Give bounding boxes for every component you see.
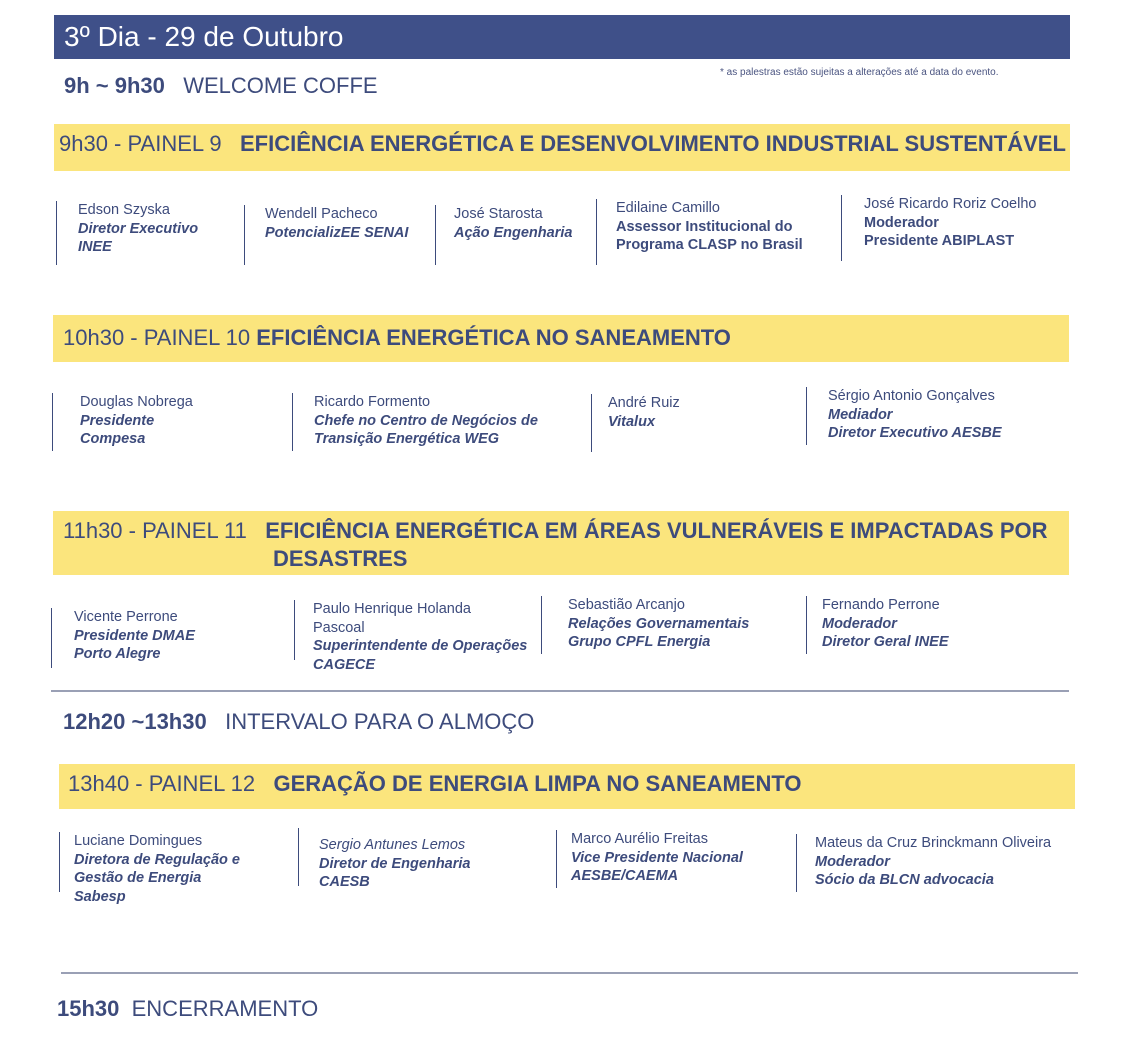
speaker-role: Moderador	[864, 214, 939, 231]
speaker-org: Presidente ABIPLAST	[864, 233, 1015, 249]
speaker-name: Sebastião Arcanjo	[568, 597, 685, 613]
speaker-name: Mateus da Cruz Brinckmann Oliveira	[815, 835, 1052, 851]
speaker-name: José Starosta	[454, 206, 543, 222]
panel-11-title-line1: EFICIÊNCIA ENERGÉTICA EM ÁREAS VULNERÁVEIS E IMPACTADAS POR	[265, 518, 1048, 543]
speaker-role: Presidente DMAE	[74, 627, 195, 644]
panel-9-title: EFICIÊNCIA ENERGÉTICA E DESENVOLVIMENTO INDUSTRIAL SUSTENTÁVEL	[240, 131, 1066, 156]
speaker-card	[52, 393, 252, 451]
panel-12-heading	[68, 771, 802, 797]
divider	[51, 690, 1069, 692]
speaker-role: Diretor de Engenharia	[319, 855, 471, 872]
speaker-card	[806, 387, 1056, 445]
panel-10-title: EFICIÊNCIA ENERGÉTICA NO SANEAMENTO	[256, 325, 731, 350]
speaker-card	[292, 393, 552, 451]
speaker-card	[796, 834, 1096, 892]
speaker-org: Sócio da BLCN advocacia	[815, 872, 994, 888]
speaker-name: Sergio Antunes Lemos	[319, 837, 466, 853]
speaker-role: Programa CLASP no Brasil	[616, 237, 803, 253]
speaker-org: PotencializEE SENAI	[265, 224, 409, 241]
welcome-time: 9h ~ 9h30	[64, 73, 165, 98]
speaker-role: Gestão de Energia	[74, 870, 202, 886]
speaker-role: Vice Presidente Nacional	[571, 849, 743, 866]
speaker-org: INEE	[78, 239, 112, 255]
speaker-role: Diretor Executivo	[78, 220, 199, 237]
speaker-org: Vitalux	[608, 413, 656, 430]
panel-11-title-line2: DESASTRES	[273, 546, 408, 571]
closing-time: 15h30	[57, 996, 120, 1021]
speaker-name: Fernando Perrone	[822, 597, 940, 613]
speaker-role: Diretor Geral INEE	[822, 634, 949, 650]
speaker-name: Edilaine Camillo	[616, 200, 720, 216]
speaker-name: Vicente Perrone	[74, 609, 178, 625]
speaker-card	[244, 205, 424, 265]
speaker-role: Transição Energética WEG	[314, 431, 500, 447]
speaker-name: Douglas Nobrega	[80, 394, 193, 410]
speaker-name: Paulo Henrique Holanda	[313, 601, 471, 617]
speaker-role: Chefe no Centro de Negócios de	[314, 412, 538, 429]
speaker-name: José Ricardo Roriz Coelho	[864, 196, 1037, 212]
speaker-card	[841, 195, 1071, 261]
panel-10-heading	[63, 325, 731, 351]
speaker-name: Ricardo Formento	[314, 394, 431, 410]
lunch-label: INTERVALO PARA O ALMOÇO	[225, 709, 535, 734]
speaker-role: Diretora de Regulação e	[74, 851, 240, 868]
speaker-org: Sabesp	[74, 888, 126, 905]
speaker-card	[556, 830, 776, 888]
panel-11-time: 11h30 - PAINEL 11	[63, 518, 247, 543]
speaker-org: Compesa	[80, 431, 146, 447]
speaker-card	[294, 600, 534, 673]
speaker-name: Marco Aurélio Freitas	[571, 831, 708, 847]
closing-row	[57, 996, 318, 1022]
speaker-org: Ação Engenharia	[454, 224, 573, 241]
welcome-row	[64, 73, 378, 99]
divider	[61, 972, 1078, 974]
lunch-time: 12h20 ~13h30	[63, 709, 207, 734]
panel-10-time: 10h30 - PAINEL 10	[63, 325, 251, 350]
welcome-label: WELCOME COFFE	[183, 73, 378, 98]
speaker-card	[56, 201, 236, 265]
speaker-card	[541, 596, 781, 654]
speaker-card	[59, 832, 279, 905]
closing-label: ENCERRAMENTO	[131, 996, 319, 1021]
speaker-role: Assessor Institucional do	[616, 218, 793, 235]
lunch-row	[63, 709, 534, 735]
speaker-name: Edson Szyska	[78, 202, 170, 218]
panel-11-heading	[63, 518, 1048, 544]
speaker-card	[806, 596, 1006, 654]
speaker-org: Grupo CPFL Energia	[568, 634, 711, 650]
speaker-card	[596, 199, 826, 265]
panel-12-title: GERAÇÃO DE ENERGIA LIMPA NO SANEAMENTO	[273, 771, 802, 796]
speaker-name-cont: Pascoal	[313, 619, 365, 636]
disclaimer-note: * as palestras estão sujeitas a alterações até a data do evento.	[720, 67, 999, 78]
speaker-role: Mediador	[828, 406, 893, 423]
speaker-org: Porto Alegre	[74, 646, 161, 662]
speaker-org: AESBE/CAEMA	[571, 868, 679, 884]
speaker-role: Moderador	[815, 853, 890, 870]
speaker-card	[298, 828, 528, 890]
speaker-card	[591, 394, 771, 452]
speaker-org: CAESB	[319, 874, 370, 890]
speaker-role: Relações Governamentais	[568, 615, 750, 632]
speaker-name: Sérgio Antonio Gonçalves	[828, 388, 995, 404]
speaker-name: Luciane Domingues	[74, 833, 203, 849]
speaker-card	[51, 608, 251, 668]
panel-9-time: 9h30 - PAINEL 9	[59, 131, 222, 156]
day-header: 3º Dia - 29 de Outubro	[54, 15, 1070, 59]
speaker-org: CAGECE	[313, 656, 376, 673]
speaker-name: Wendell Pacheco	[265, 206, 378, 222]
panel-12-time: 13h40 - PAINEL 12	[68, 771, 256, 796]
speaker-role: Superintendente de Operações	[313, 638, 528, 654]
speaker-card	[435, 205, 585, 265]
panel-9-heading	[59, 131, 1066, 157]
speaker-role: Moderador	[822, 615, 897, 632]
speaker-role: Diretor Executivo AESBE	[828, 425, 1002, 441]
speaker-name: André Ruiz	[608, 395, 680, 411]
speaker-role: Presidente	[80, 412, 155, 429]
